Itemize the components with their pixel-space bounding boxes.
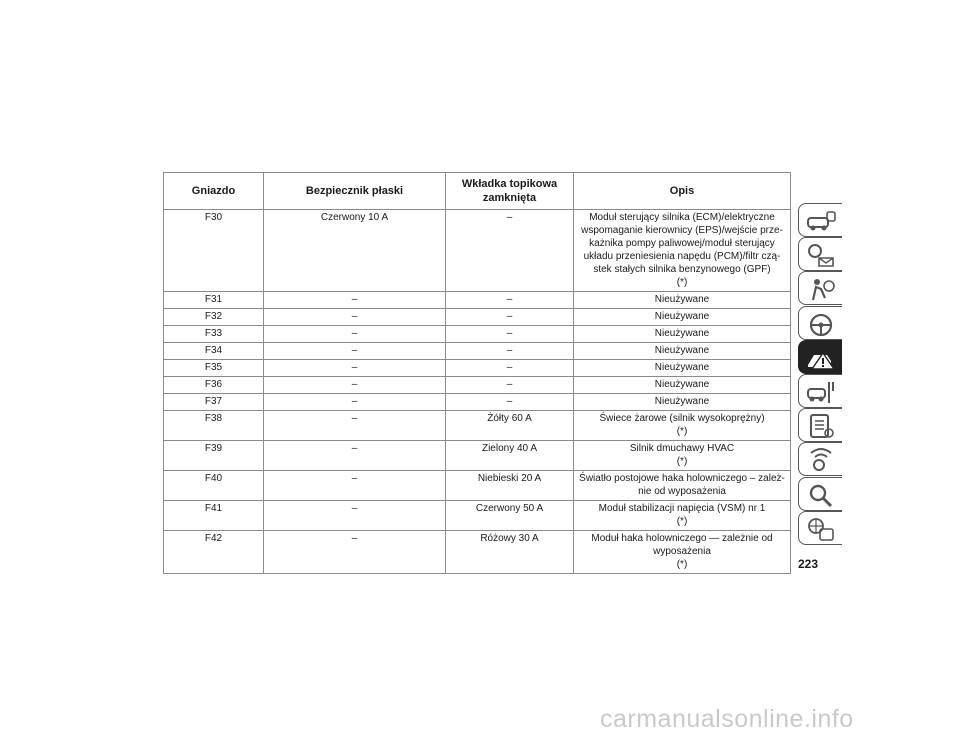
fuse-table-body [164,210,791,574]
cell-cartridge-fuse: – [446,210,574,292]
chapter-tab[interactable] [798,408,842,442]
description-line: Moduł stabilizacji napięcia (VSM) nr 1 [598,503,766,514]
chapter-tab[interactable] [798,306,842,340]
description-line: Świece żarowe (silnik wysokoprężny) [599,413,765,424]
table-row [164,471,791,501]
table-row [164,441,791,471]
cell-description [574,411,791,441]
chapter-tab[interactable] [798,271,842,305]
description-line: Nieużywane [654,345,710,356]
cell-socket: F33 [164,326,264,343]
table-row [164,501,791,531]
cell-description [574,531,791,574]
table-row [164,292,791,309]
cell-socket: F37 [164,394,264,411]
cell-description [574,441,791,471]
maintenance-tools-icon [805,379,837,405]
table-row [164,411,791,441]
table-row [164,531,791,574]
description-line: (*) [676,277,688,288]
table-header-row [164,173,791,210]
cell-blade-fuse: – [264,441,446,471]
languages-icon [805,516,837,542]
cell-socket: F38 [164,411,264,441]
cell-socket: F31 [164,292,264,309]
description-line: Moduł sterujący silnika (ECM)/elektryczne [589,212,775,223]
header-cartridge-fuse [446,173,574,210]
chapter-tab[interactable] [798,203,842,237]
cell-cartridge-fuse: – [446,360,574,377]
chapter-tab[interactable] [798,511,842,545]
cell-description [574,343,791,360]
index-search-icon [805,482,837,508]
table-row [164,343,791,360]
steering-wheel-icon [805,311,837,337]
cell-description [574,501,791,531]
safety-airbag-icon [805,276,837,302]
cell-cartridge-fuse: – [446,343,574,360]
cell-description [574,471,791,501]
page-number: 223 [797,557,818,571]
cell-cartridge-fuse: – [446,309,574,326]
chapter-tab[interactable] [798,340,842,374]
description-line: Światło postojowe haka holowniczego – zależ- [579,473,785,484]
cell-blade-fuse: – [264,394,446,411]
cell-description [574,326,791,343]
cell-description [574,210,791,292]
cell-description [574,377,791,394]
dashboard-car-icon [805,208,837,234]
table-row [164,360,791,377]
watermark: carmanualsonline.info [600,705,854,733]
description-line: Nieużywane [654,311,710,322]
cell-blade-fuse: – [264,360,446,377]
description-line: Nieużywane [654,294,710,305]
cell-blade-fuse: Czerwony 10 A [264,210,446,292]
chapter-tab[interactable] [798,477,842,511]
specifications-icon [805,413,837,439]
cell-cartridge-fuse: – [446,394,574,411]
header-cartridge-line1: Wkładka topikowa [461,178,558,190]
cell-socket: F32 [164,309,264,326]
description-line: wspomaganie kierownicy (EPS)/wejście prze- [581,225,783,236]
header-cartridge-line2: zamknięta [482,192,537,204]
cell-blade-fuse: – [264,377,446,394]
description-line: (*) [676,426,688,437]
cell-blade-fuse: – [264,326,446,343]
cell-cartridge-fuse: Żółty 60 A [446,411,574,441]
cell-cartridge-fuse: – [446,326,574,343]
cell-blade-fuse: – [264,531,446,574]
cell-socket: F42 [164,531,264,574]
description-line: Silnik dmuchawy HVAC [629,443,735,454]
cell-blade-fuse: – [264,411,446,441]
table-row [164,326,791,343]
description-line: (*) [676,559,688,570]
warning-lights-icon [805,242,837,268]
table-row [164,309,791,326]
multimedia-icon [805,447,837,473]
cell-blade-fuse: – [264,471,446,501]
cell-description [574,309,791,326]
cell-description [574,394,791,411]
table-row [164,394,791,411]
cell-socket: F39 [164,441,264,471]
cell-description [574,360,791,377]
cell-socket: F41 [164,501,264,531]
cell-cartridge-fuse: – [446,292,574,309]
chapter-tab[interactable] [798,374,842,408]
table-row [164,210,791,292]
cell-socket: F30 [164,210,264,292]
cell-blade-fuse: – [264,501,446,531]
cell-socket: F34 [164,343,264,360]
cell-description [574,292,791,309]
description-line: Moduł haka holowniczego — zależnie od [591,533,773,544]
description-line: Nieużywane [654,396,710,407]
table-row [164,377,791,394]
cell-socket: F36 [164,377,264,394]
description-line: (*) [676,516,688,527]
cell-blade-fuse: – [264,309,446,326]
description-line: wyposażenia [653,546,711,557]
description-line: nie od wyposażenia [638,486,726,497]
cell-cartridge-fuse: Niebieski 20 A [446,471,574,501]
cell-socket: F35 [164,360,264,377]
description-line: Nieużywane [654,362,710,373]
cell-blade-fuse: – [264,292,446,309]
description-line: układu przeniesienia napędu (PCM)/filtr czą- [583,251,781,262]
fuse-table [163,172,791,574]
description-line: stek stałych silnika benzynowego (GPF) [593,264,771,275]
header-blade-fuse: Bezpiecznik płaski [264,173,446,210]
description-line: (*) [676,456,688,467]
header-socket: Gniazdo [164,173,264,210]
header-description: Opis [574,173,791,210]
cell-blade-fuse: – [264,343,446,360]
description-line: Nieużywane [654,328,710,339]
description-line: każnika pompy paliwowej/moduł sterujący [589,238,775,249]
cell-cartridge-fuse: Różowy 30 A [446,531,574,574]
cell-cartridge-fuse: – [446,377,574,394]
chapter-tab[interactable] [798,237,842,271]
cell-cartridge-fuse: Zielony 40 A [446,441,574,471]
cell-socket: F40 [164,471,264,501]
chapter-tab[interactable] [798,442,842,476]
description-line: Nieużywane [654,379,710,390]
cell-cartridge-fuse: Czerwony 50 A [446,501,574,531]
emergency-breakdown-icon [805,345,837,371]
